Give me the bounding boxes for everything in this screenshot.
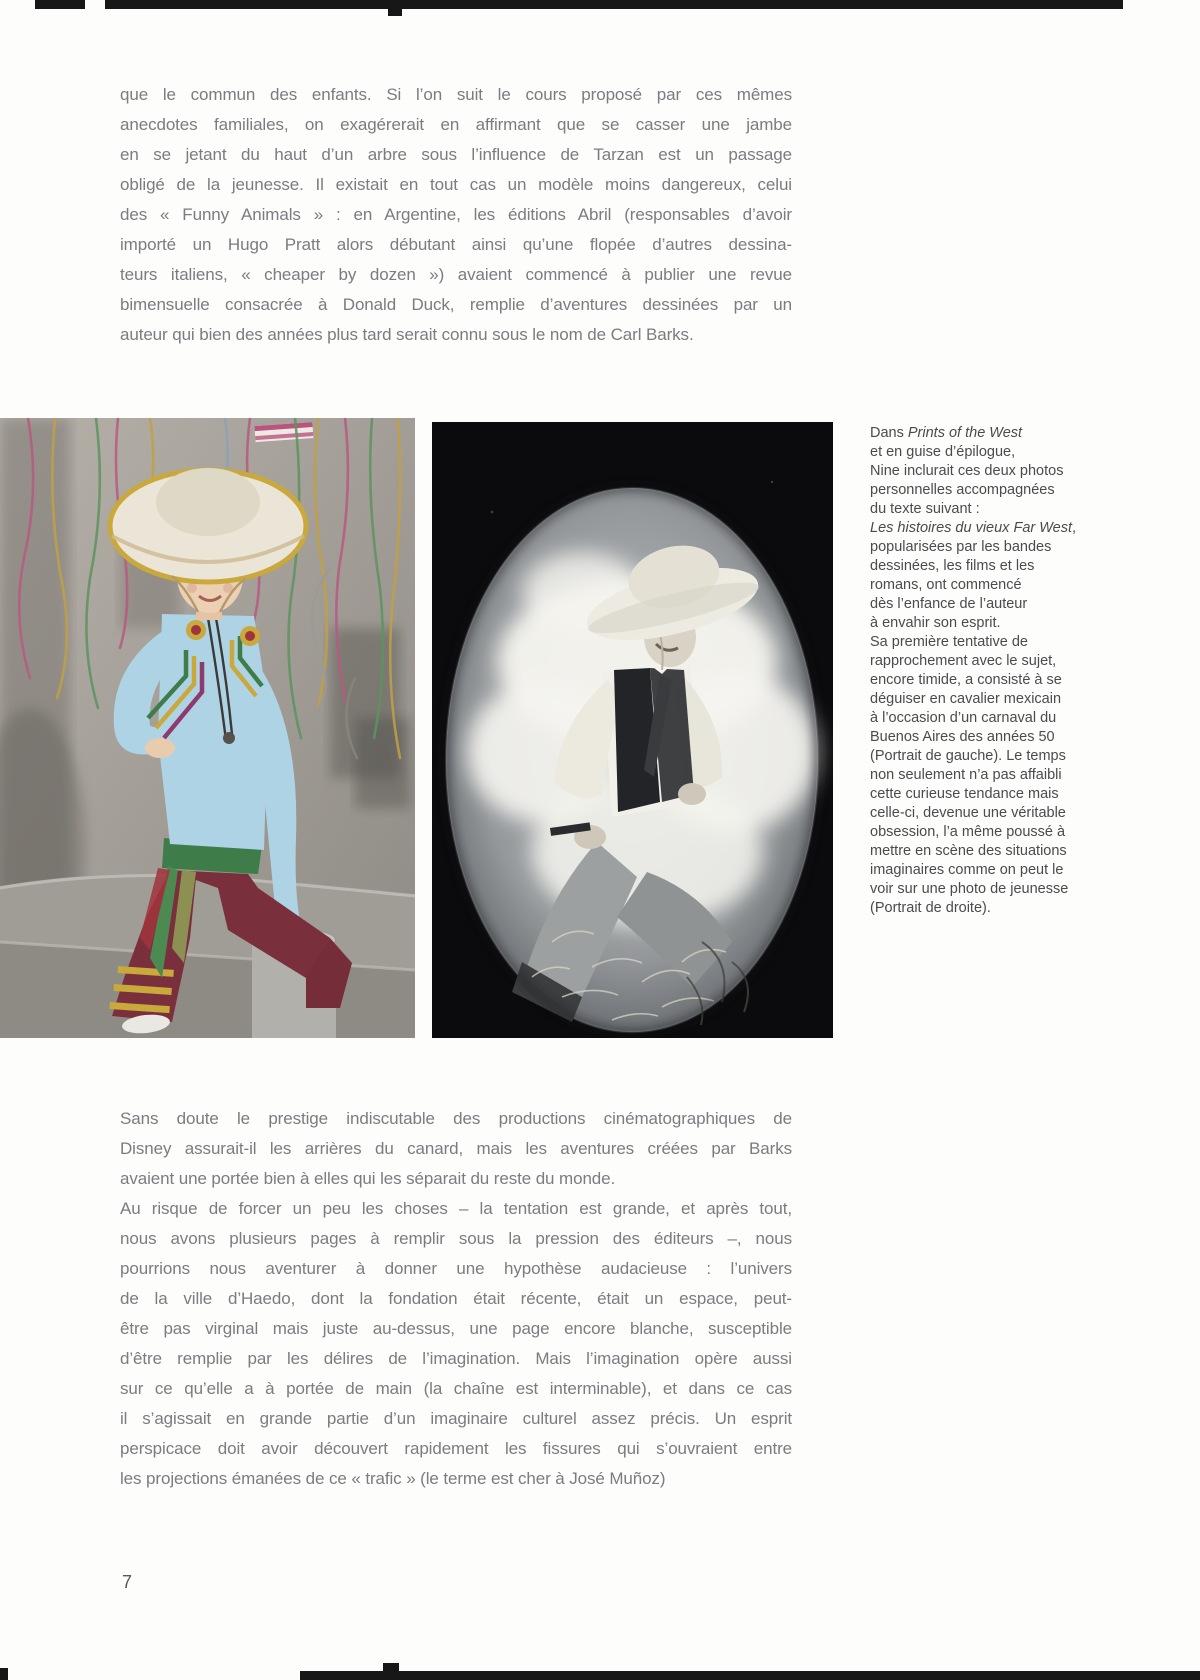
text-line: pourrions nous aventurer à donner une hypothèse audacieuse : l’univers [120,1259,792,1278]
text-line: anecdotes familiales, on exagérerait en affirmant que se casser une jambe [120,115,792,134]
text-line: obsession, l’a même poussé à [870,824,1066,840]
text-line: d’être remplie par les délires de l’imagination. Mais l’imagination opère aussi [120,1349,792,1368]
text-line: non seulement n’a pas affaibli [870,767,1062,783]
scan-edge-top-left [35,0,85,9]
text-line: il s’agissait en grande partie d’un imaginaire culturel assez précis. Un esprit [120,1409,792,1428]
photo-young-man-cowboy [432,422,833,1038]
text-line: Les histoires du vieux Far West, [870,520,1077,536]
text-line: Au risque de forcer un peu les choses – la tentation est grande, et après tout, [120,1199,792,1218]
text-line: des « Funny Animals » : en Argentine, les éditions Abril (responsables d’avoir [120,205,792,224]
photo-boy-mexican-costume [0,418,415,1038]
text-line: rapprochement avec le sujet, [870,653,1057,669]
text-line: celle-ci, devenue une véritable [870,805,1066,821]
text-line: à l’occasion d’un carnaval du [870,710,1057,726]
cowboy-portrait-illustration [432,422,833,1038]
paragraph-bottom-2 [120,1194,792,1494]
scan-edge-bottom [300,1671,1200,1680]
text-line: Sa première tentative de [870,634,1028,650]
text-line: être pas virginal mais juste au-dessus, une page encore blanche, susceptible [120,1319,792,1338]
text-line: Sans doute le prestige indiscutable des productions cinématographiques de [120,1109,792,1128]
text-line: que le commun des enfants. Si l’on suit le cours proposé par ces mêmes [120,85,792,104]
text-line: déguiser en cavalier mexicain [870,691,1062,707]
scan-edge-top [105,0,1123,9]
paragraph-top [120,80,792,350]
text-line: (Portrait de gauche). Le temps [870,748,1066,764]
text-line: Dans Prints of the West [870,425,1023,441]
text-line: Disney assurait-il les arrières du canard, mais les aventures créées par Barks [120,1139,792,1158]
text-line: romans, ont commencé [870,577,1022,593]
text-line: sur ce qu’elle a à portée de main (la chaîne est interminable), et dans ce cas [120,1379,792,1398]
text-line: du texte suivant : [870,501,980,517]
text-line: mettre en scène des situations [870,843,1067,859]
scan-edge-bottom-notch [383,1663,399,1675]
scan-edge-bottom-left [0,1668,8,1680]
text-line: dessinées, les films et les [870,558,1035,574]
text-line: à envahir son esprit. [870,615,1001,631]
text-line: les projections émanées de ce « trafic » (le terme est cher à José Muñoz) [120,1469,666,1488]
text-line: personnelles accompagnées [870,482,1055,498]
text-line: imaginaires comme on peut le [870,862,1064,878]
text-line: (Portrait de droite). [870,900,991,916]
text-line: Buenos Aires des années 50 [870,729,1055,745]
text-line: obligé de la jeunesse. Il existait en tout cas un modèle moins dangereux, celui [120,175,792,194]
text-line: avaient une portée bien à elles qui les séparait du reste du monde. [120,1169,616,1188]
photo-caption [870,424,1095,918]
text-line: voir sur une photo de jeunesse [870,881,1069,897]
text-line: perspicace doit avoir découvert rapidement les fissures qui s’ouvraient entre [120,1439,792,1458]
text-line: dès l’enfance de l’auteur [870,596,1028,612]
text-line: bimensuelle consacrée à Donald Duck, remplie d’aventures dessinées par un [120,295,792,314]
text-line: importé un Hugo Pratt alors débutant ainsi qu’une flopée d’autres dessina- [120,235,792,254]
page-number: 7 [122,1572,133,1592]
text-line: encore timide, a consisté à se [870,672,1062,688]
text-line: auteur qui bien des années plus tard serait connu sous le nom de Carl Barks. [120,325,694,344]
text-line: nous avons plusieurs pages à remplir sous la pression des éditeurs –, nous [120,1229,792,1248]
text-line: cette curieuse tendance mais [870,786,1059,802]
text-line: Nine inclurait ces deux photos [870,463,1064,479]
text-line: en se jetant du haut d’un arbre sous l’influence de Tarzan est un passage [120,145,792,164]
boy-costume-illustration [0,418,415,1038]
paragraph-bottom-1 [120,1104,792,1194]
scan-edge-top-notch [388,0,402,16]
text-line: et en guise d’épilogue, [870,444,1016,460]
text-line: popularisées par les bandes [870,539,1052,555]
text-line: de la ville d’Haedo, dont la fondation était récente, était un espace, peut- [120,1289,792,1308]
text-line: teurs italiens, « cheaper by dozen ») avaient commencé à publier une revue [120,265,792,284]
